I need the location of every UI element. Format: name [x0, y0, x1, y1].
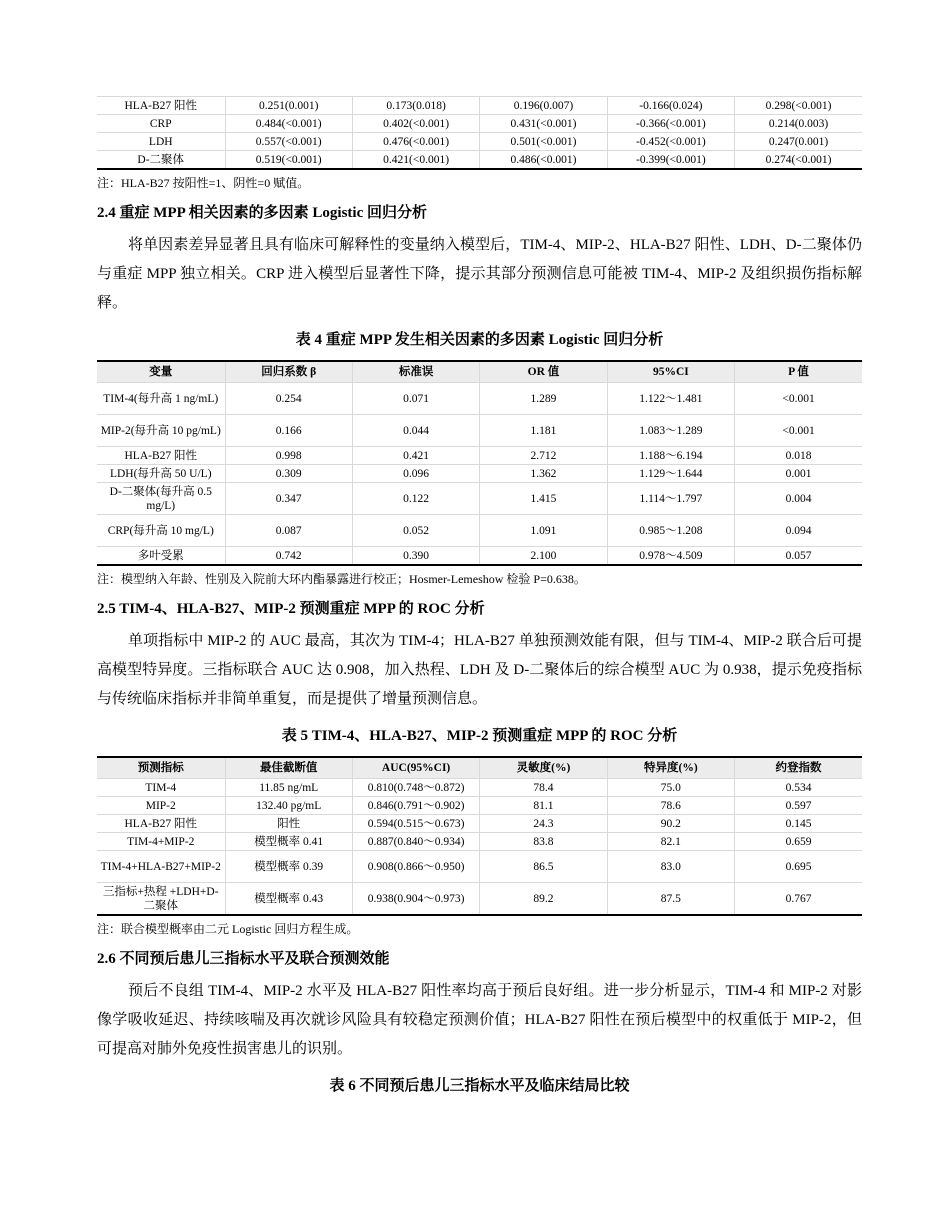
header-cell: 最佳截断值	[225, 757, 352, 779]
table-row	[97, 133, 862, 151]
table-cell: 0.978～4.509	[607, 547, 734, 566]
table-cell: 75.0	[607, 779, 734, 797]
table-cell: CRP(每升高 10 mg/L)	[97, 515, 225, 547]
section-2-5-paragraph: 单项指标中 MIP-2 的 AUC 最高，其次为 TIM-4；HLA-B27 单独预测效能有限，但与 TIM-4、MIP-2 联合后可提高模型特异度。三指标联合 AUC 达 0.908，加入热程、LDH 及 D-二聚体后的综合模型 AUC 为 0.938，提示免疫指标与传统临床指标并非简单重复，而是提供了增量预测信息。	[97, 633, 862, 707]
table-cell: <0.001	[735, 383, 862, 415]
table-cell: 0.767	[735, 883, 862, 916]
table-cell: 0.052	[352, 515, 479, 547]
table-row	[97, 883, 862, 916]
table4-header-row	[97, 361, 862, 383]
table-cell: 0.402(<0.001)	[352, 115, 479, 133]
table-cell: TIM-4	[97, 779, 225, 797]
table-cell: 0.390	[352, 547, 479, 566]
table-cell: 0.519(<0.001)	[225, 151, 352, 170]
table5-body	[97, 779, 862, 916]
table-cell: 2.100	[480, 547, 607, 566]
table-cell: 0.001	[735, 465, 862, 483]
table-row	[97, 115, 862, 133]
table-cell: 0.594(0.515～0.673)	[352, 815, 479, 833]
table-cell: 1.181	[480, 415, 607, 447]
section-2-6-paragraph: 预后不良组 TIM-4、MIP-2 水平及 HLA-B27 阳性率均高于预后良好组。进一步分析显示，TIM-4 和 MIP-2 对影像学吸收延迟、持续咳喘及再次就诊风险具有较稳定预测价值；HLA-B27 阳性在预后模型中的权重低于 MIP-2，但可提高对肺外免疫性损害患儿的识别。	[97, 983, 862, 1057]
header-cell: 回归系数 β	[225, 361, 352, 383]
section-2-6-heading: 2.6 不同预后患儿三指标水平及联合预测效能	[97, 951, 390, 967]
table-row	[97, 797, 862, 815]
section-2-4-paragraph: 将单因素差异显著且具有临床可解释性的变量纳入模型后，TIM-4、MIP-2、HLA-B27 阳性、LDH、D-二聚体仍与重症 MPP 独立相关。CRP 进入模型后显著性下降，提示其部分预测信息可能被 TIM-4、MIP-2 及组织损伤指标解释。	[97, 237, 862, 311]
table-cell: 78.6	[607, 797, 734, 815]
table-cell: 0.087	[225, 515, 352, 547]
table5-caption: 表 5 TIM-4、HLA-B27、MIP-2 预测重症 MPP 的 ROC 分析	[281, 728, 678, 744]
table-cell: 0.534	[735, 779, 862, 797]
table-cell: 0.254	[225, 383, 352, 415]
table-row	[97, 465, 862, 483]
table-cell: 0.094	[735, 515, 862, 547]
table-cell: 83.0	[607, 851, 734, 883]
table-row	[97, 383, 862, 415]
table6-caption: 表 6 不同预后患儿三指标水平及临床结局比较	[329, 1078, 630, 1094]
table-cell: 0.096	[352, 465, 479, 483]
paper-page	[97, 96, 862, 1106]
header-cell: P 值	[735, 361, 862, 383]
table-cell: 0.908(0.866～0.950)	[352, 851, 479, 883]
table-cell: LDH(每升高 50 U/L)	[97, 465, 225, 483]
table-cell: 三指标+热程 +LDH+D-二聚体	[97, 883, 225, 916]
table-cell: 1.289	[480, 383, 607, 415]
table-cell: 0.421	[352, 447, 479, 465]
header-cell: 灵敏度(%)	[480, 757, 607, 779]
table-cell: 24.3	[480, 815, 607, 833]
section-2-4-heading: 2.4 重症 MPP 相关因素的多因素 Logistic 回归分析	[97, 205, 427, 221]
table-row	[97, 151, 862, 170]
table-cell: HLA-B27 阳性	[97, 815, 225, 833]
table5-note: 注：联合模型概率由二元 Logistic 回归方程生成。	[97, 922, 359, 936]
table-row	[97, 97, 862, 115]
table-cell: -0.452(<0.001)	[607, 133, 734, 151]
table-cell: 0.659	[735, 833, 862, 851]
table-cell: 0.173(0.018)	[352, 97, 479, 115]
table-cell: 0.122	[352, 483, 479, 515]
table-cell: 0.057	[735, 547, 862, 566]
table-cell: 89.2	[480, 883, 607, 916]
table-cell: HLA-B27 阳性	[97, 97, 225, 115]
table-cell: 0.887(0.840～0.934)	[352, 833, 479, 851]
table4	[97, 360, 862, 566]
table-cell: 78.4	[480, 779, 607, 797]
table-cell: 0.421(<0.001)	[352, 151, 479, 170]
table-cell: 0.810(0.748～0.872)	[352, 779, 479, 797]
table-row	[97, 815, 862, 833]
table-cell: 0.431(<0.001)	[480, 115, 607, 133]
table-cell: 0.196(0.007)	[480, 97, 607, 115]
table-cell: 模型概率 0.41	[225, 833, 352, 851]
table-cell: 0.309	[225, 465, 352, 483]
table-row	[97, 447, 862, 465]
table-cell: 0.166	[225, 415, 352, 447]
table5-header-row	[97, 757, 862, 779]
table-cell: 0.004	[735, 483, 862, 515]
table-cell: 0.501(<0.001)	[480, 133, 607, 151]
table-cell: 1.114～1.797	[607, 483, 734, 515]
table-cell: 0.484(<0.001)	[225, 115, 352, 133]
header-cell: 约登指数	[735, 757, 862, 779]
table-cell: 0.247(0.001)	[735, 133, 862, 151]
table-cell: 1.362	[480, 465, 607, 483]
table-row	[97, 833, 862, 851]
table-cell: 0.985～1.208	[607, 515, 734, 547]
table-cell: 11.85 ng/mL	[225, 779, 352, 797]
header-cell: 变量	[97, 361, 225, 383]
table-row	[97, 779, 862, 797]
table-cell: HLA-B27 阳性	[97, 447, 225, 465]
table-cell: 0.274(<0.001)	[735, 151, 862, 170]
header-cell: 95%CI	[607, 361, 734, 383]
table-cell: 0.938(0.904～0.973)	[352, 883, 479, 916]
table-cell: 0.557(<0.001)	[225, 133, 352, 151]
table-cell: 83.8	[480, 833, 607, 851]
table-cell: -0.166(0.024)	[607, 97, 734, 115]
table-cell: TIM-4(每升高 1 ng/mL)	[97, 383, 225, 415]
table-cell: 0.018	[735, 447, 862, 465]
table-cell: 0.695	[735, 851, 862, 883]
table-cell: 1.188～6.194	[607, 447, 734, 465]
header-cell: OR 值	[480, 361, 607, 383]
table-cell: D-二聚体(每升高 0.5 mg/L)	[97, 483, 225, 515]
table-cell: 82.1	[607, 833, 734, 851]
table-cell: 模型概率 0.43	[225, 883, 352, 916]
table-row	[97, 851, 862, 883]
table-cell: 多叶受累	[97, 547, 225, 566]
table-cell: -0.399(<0.001)	[607, 151, 734, 170]
table-cell: MIP-2	[97, 797, 225, 815]
table-cell: 0.846(0.791～0.902)	[352, 797, 479, 815]
table5	[97, 756, 862, 916]
table-cell: 0.214(0.003)	[735, 115, 862, 133]
header-cell: 预测指标	[97, 757, 225, 779]
table-cell: D-二聚体	[97, 151, 225, 170]
table-cell: 1.415	[480, 483, 607, 515]
table-cell: 1.122～1.481	[607, 383, 734, 415]
table3-continuation	[97, 96, 862, 170]
table4-note: 注：模型纳入年龄、性别及入院前大环内酯暴露进行校正；Hosmer-Lemeshow 检验 P=0.638。	[97, 572, 586, 586]
table-cell: 1.091	[480, 515, 607, 547]
table-cell: 0.071	[352, 383, 479, 415]
table4-body	[97, 383, 862, 566]
table-cell: 86.5	[480, 851, 607, 883]
table-cell: 0.476(<0.001)	[352, 133, 479, 151]
table3-body	[97, 97, 862, 170]
table-cell: 90.2	[607, 815, 734, 833]
table-cell: 1.129～1.644	[607, 465, 734, 483]
table-cell: TIM-4+MIP-2	[97, 833, 225, 851]
table-row	[97, 415, 862, 447]
table-cell: 0.998	[225, 447, 352, 465]
table-cell: 0.742	[225, 547, 352, 566]
table-cell: TIM-4+HLA-B27+MIP-2	[97, 851, 225, 883]
table-row	[97, 547, 862, 566]
table-cell: 模型概率 0.39	[225, 851, 352, 883]
table-cell: 2.712	[480, 447, 607, 465]
table-cell: -0.366(<0.001)	[607, 115, 734, 133]
table-cell: 132.40 pg/mL	[225, 797, 352, 815]
table-cell: LDH	[97, 133, 225, 151]
table-cell: 0.298(<0.001)	[735, 97, 862, 115]
table-cell: 阳性	[225, 815, 352, 833]
section-2-5-heading: 2.5 TIM-4、HLA-B27、MIP-2 预测重症 MPP 的 ROC 分析	[97, 601, 485, 617]
table3-note: 注：HLA-B27 按阳性=1、阴性=0 赋值。	[97, 176, 310, 190]
table-cell: 0.044	[352, 415, 479, 447]
table-cell: CRP	[97, 115, 225, 133]
header-cell: 特异度(%)	[607, 757, 734, 779]
table-cell: 1.083～1.289	[607, 415, 734, 447]
table-cell: MIP-2(每升高 10 pg/mL)	[97, 415, 225, 447]
table-cell: 0.145	[735, 815, 862, 833]
table-cell: 87.5	[607, 883, 734, 916]
header-cell: AUC(95%CI)	[352, 757, 479, 779]
table-cell: <0.001	[735, 415, 862, 447]
table-cell: 81.1	[480, 797, 607, 815]
table-row	[97, 515, 862, 547]
table4-caption: 表 4 重症 MPP 发生相关因素的多因素 Logistic 回归分析	[295, 332, 664, 348]
table-cell: 0.486(<0.001)	[480, 151, 607, 170]
header-cell: 标准误	[352, 361, 479, 383]
table-row	[97, 483, 862, 515]
table-cell: 0.347	[225, 483, 352, 515]
table-cell: 0.597	[735, 797, 862, 815]
table-cell: 0.251(0.001)	[225, 97, 352, 115]
